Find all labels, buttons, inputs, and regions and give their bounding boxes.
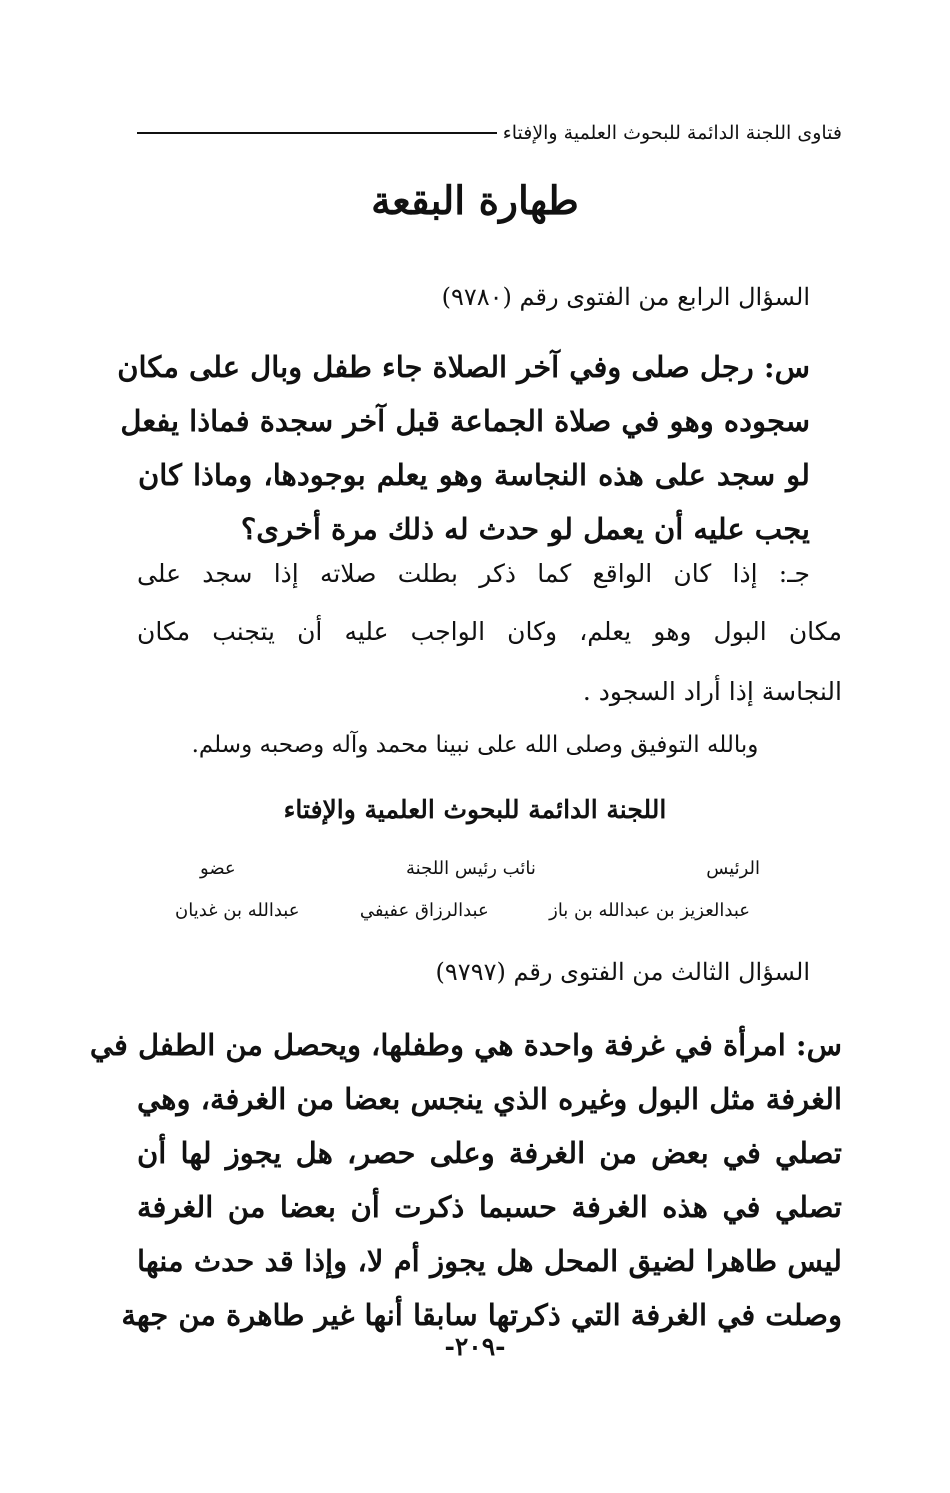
section-title: طهارة البقعة	[371, 178, 579, 224]
signatory-role: نائب رئيس اللجنة	[406, 858, 536, 879]
header-rule	[137, 132, 497, 134]
question-line: س: امرأة في غرفة واحدة هي وطفلها، ويحصل من الطفل في	[89, 1028, 842, 1062]
signatory-role: عضو	[200, 858, 236, 879]
question-line: لو سجد على هذه النجاسة وهو يعلم بوجودها، وماذا كان	[138, 458, 810, 492]
signatory-name: عبدالعزيز بن عبدالله بن باز	[549, 900, 750, 921]
question-line: تصلي في هذه الغرفة حسبما ذكرت أن بعضا من الغرفة	[137, 1190, 842, 1224]
question-line: وصلت في الغرفة التي ذكرتها سابقا أنها غير طاهرة من جهة	[121, 1298, 842, 1332]
running-header-title: فتاوى اللجنة الدائمة للبحوث العلمية والإفتاء	[502, 122, 842, 144]
question-line: س: رجل صلى وفي آخر الصلاة جاء طفل وبال على مكان	[117, 350, 810, 384]
closing-prayer: وبالله التوفيق وصلى الله على نبينا محمد وآله وصحبه وسلم.	[191, 732, 759, 758]
question-heading: السؤال الثالث من الفتوى رقم (٩٧٩٧)	[435, 958, 810, 986]
signatory-name: عبدالرزاق عفيفي	[359, 900, 489, 921]
question-line: يجب عليه أن يعمل لو حدث له ذلك مرة أخرى؟	[240, 512, 810, 546]
committee-name: اللجنة الدائمة للبحوث العلمية والإفتاء	[283, 795, 667, 824]
answer-line: النجاسة إذا أراد السجود .	[582, 677, 842, 706]
question-line: تصلي في بعض من الغرفة وعلى حصر، هل يجوز لها أن	[137, 1136, 842, 1170]
running-header	[137, 118, 842, 148]
answer-line: مكان البول وهو يعلم، وكان الواجب عليه أن يتجنب مكان	[137, 617, 842, 646]
question-heading: السؤال الرابع من الفتوى رقم (٩٧٨٠)	[441, 283, 810, 311]
question-line: ليس طاهرا لضيق المحل هل يجوز أم لا، وإذا قد حدث منها	[137, 1244, 842, 1278]
page-number: -٢٠٩-	[444, 1332, 506, 1361]
question-line: سجوده وهو في صلاة الجماعة قبل آخر سجدة فماذا يفعل	[120, 404, 810, 438]
signatory-role: الرئيس	[706, 858, 760, 879]
question-line: الغرفة مثل البول وغيره الذي ينجس بعضا من الغرفة، وهي	[137, 1082, 842, 1116]
signatory-roles	[200, 858, 760, 879]
answer-line: جـ: إذا كان الواقع كما ذكر بطلت صلاته إذا سجد على	[137, 559, 810, 588]
signatory-names	[175, 900, 750, 921]
signatory-name: عبدالله بن غديان	[175, 900, 300, 921]
